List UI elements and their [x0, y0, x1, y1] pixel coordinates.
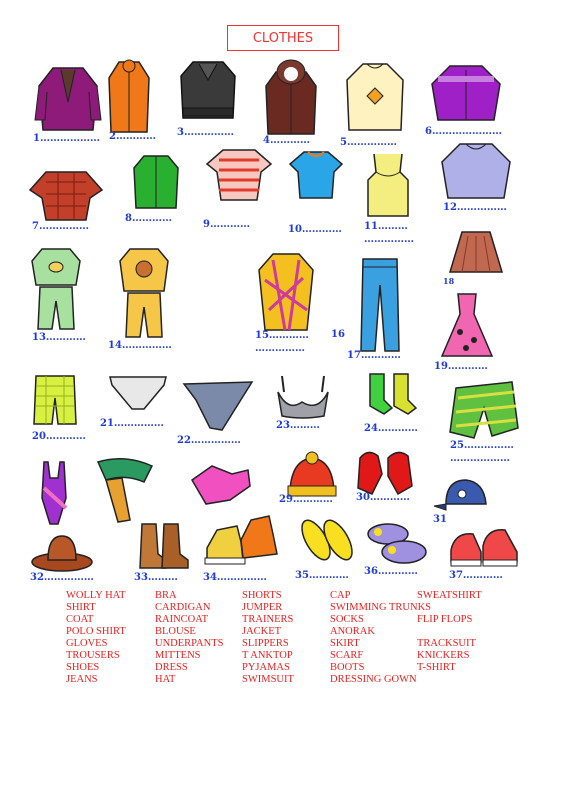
word: WOLLY HAT	[66, 590, 126, 601]
slippers-picture	[364, 516, 430, 568]
socks-picture	[364, 370, 420, 416]
trainers-picture	[203, 512, 281, 570]
word: JACKET	[242, 626, 282, 637]
shirt-picture	[28, 168, 104, 224]
hat-picture	[30, 530, 94, 574]
swimsuit-picture	[34, 458, 74, 528]
word: GLOVES	[66, 638, 108, 649]
item-label-11-continued: ……………	[364, 234, 414, 245]
swimming-trunks-picture	[182, 378, 254, 434]
word: SWIMSUIT	[242, 674, 294, 685]
coat-picture	[33, 62, 103, 134]
item-label-35: 35…………	[295, 570, 349, 581]
word-bank-column-3	[242, 590, 294, 686]
word: T ANKTOP	[242, 650, 293, 661]
word-bank-column-1	[66, 590, 126, 686]
underpants-picture	[108, 373, 168, 413]
item-label-9: 9…………	[203, 219, 250, 230]
page-title: CLOTHES	[227, 25, 339, 51]
word: TROUSERS	[66, 650, 120, 661]
item-label-19: 19…………	[434, 361, 488, 372]
word: BLOUSE	[155, 626, 196, 637]
item-label-1: 1………………	[33, 133, 100, 144]
word-bank-column-2	[155, 590, 223, 686]
word: BOOTS	[330, 662, 365, 673]
item-label-15-continued: ……………	[255, 343, 305, 354]
item-label-20: 20…………	[32, 431, 86, 442]
word: SWIMMING TRUNKS	[330, 602, 432, 613]
word: SWEATSHIRT	[417, 590, 482, 601]
word: SKIRT	[330, 638, 360, 649]
item-label-30: 30…………	[356, 492, 410, 503]
item-label-13: 13…………	[32, 332, 86, 343]
item-label-18: 18	[443, 276, 455, 286]
word: DRESSING GOWN	[330, 674, 417, 685]
word: T-SHIRT	[417, 662, 456, 673]
word	[417, 602, 482, 614]
polo-shirt-picture	[205, 146, 273, 204]
item-label-2: 2…………	[109, 131, 156, 142]
mittens-picture	[354, 446, 416, 498]
item-label-14: 14……………	[108, 340, 172, 351]
word: JUMPER	[242, 602, 283, 613]
word: UNDERPANTS	[155, 638, 224, 649]
jumper-picture	[343, 60, 407, 138]
dress-picture	[440, 290, 494, 360]
item-label-12: 12……………	[443, 202, 507, 213]
item-label-37: 37…………	[449, 570, 503, 581]
wolly-hat-picture	[284, 450, 340, 500]
item-label-5: 5……………	[340, 137, 397, 148]
tanktop-picture	[362, 150, 414, 220]
word: RAINCOAT	[155, 614, 209, 625]
item-label-33: 33………	[134, 572, 178, 583]
item-label-36: 36…………	[364, 566, 418, 577]
item-label-29: 29…………	[279, 494, 333, 505]
item-label-22: 22……………	[177, 435, 241, 446]
leather-jacket-picture	[177, 58, 239, 124]
item-label-7: 7……………	[32, 221, 89, 232]
word: FLIP FLOPS	[417, 614, 473, 625]
item-label-17: 17…………	[347, 350, 401, 361]
item-label-23: 23………	[276, 420, 320, 431]
word: CAP	[330, 590, 351, 601]
shorts-picture	[32, 372, 78, 428]
word: COAT	[66, 614, 94, 625]
word: SHORTS	[242, 590, 282, 601]
item-label-16: 16	[331, 329, 345, 340]
cardigan-picture	[428, 62, 504, 126]
dressing-gown-picture	[255, 250, 317, 334]
item-label-25: 25……………	[450, 440, 514, 451]
item-label-3: 3……………	[177, 127, 234, 138]
word	[417, 674, 482, 686]
word	[417, 626, 482, 638]
bra-picture	[272, 372, 334, 420]
scarf-picture	[92, 456, 158, 526]
item-label-34: 34……………	[203, 572, 267, 583]
knickers-picture	[448, 378, 520, 440]
word-bank-column-5	[417, 590, 482, 686]
item-label-15: 15…………	[255, 330, 309, 341]
word: MITTENS	[155, 650, 201, 661]
word: TRAINERS	[242, 614, 294, 625]
word: SHOES	[66, 662, 100, 673]
word: TRACKSUIT	[417, 638, 476, 649]
item-label-25-continued: ………………	[450, 453, 510, 464]
item-label-31: 31	[433, 514, 447, 525]
item-label-32: 32……………	[30, 572, 94, 583]
word: SLIPPERS	[242, 638, 289, 649]
raincoat-picture	[105, 58, 153, 136]
green-shirt-picture	[130, 152, 182, 212]
skirt-picture	[448, 228, 504, 276]
item-label-24: 24…………	[364, 423, 418, 434]
pyjamas-picture	[118, 245, 170, 341]
item-label-8: 8…………	[125, 213, 172, 224]
t-shirt-picture	[288, 148, 344, 202]
item-label-4: 4…………	[263, 135, 310, 146]
item-label-6: 6…………………	[425, 126, 502, 137]
tracksuit-picture	[30, 245, 82, 333]
word: CARDIGAN	[155, 602, 211, 613]
item-label-21: 21……………	[100, 418, 164, 429]
word: BRA	[155, 590, 177, 601]
anorak-picture	[262, 58, 320, 138]
jeans-picture	[355, 255, 405, 355]
item-label-11: 11………	[364, 221, 408, 232]
word: PYJAMAS	[242, 662, 290, 673]
word: POLO SHIRT	[66, 626, 126, 637]
flip-flops-picture	[296, 514, 358, 566]
word: SOCKS	[330, 614, 364, 625]
sweatshirt-picture	[440, 140, 512, 204]
shoes-picture	[447, 522, 521, 570]
word: SCARF	[330, 650, 364, 661]
item-label-10: 10…………	[288, 224, 342, 235]
word: DRESS	[155, 662, 188, 673]
word: HAT	[155, 674, 176, 685]
word: SHIRT	[66, 602, 96, 613]
word: ANORAK	[330, 626, 375, 637]
word: JEANS	[66, 674, 98, 685]
gloves-picture	[188, 460, 254, 508]
word: KNICKERS	[417, 650, 470, 661]
boots-picture	[136, 520, 192, 572]
cap-picture	[432, 474, 490, 514]
word-bank-column-4	[330, 590, 431, 686]
